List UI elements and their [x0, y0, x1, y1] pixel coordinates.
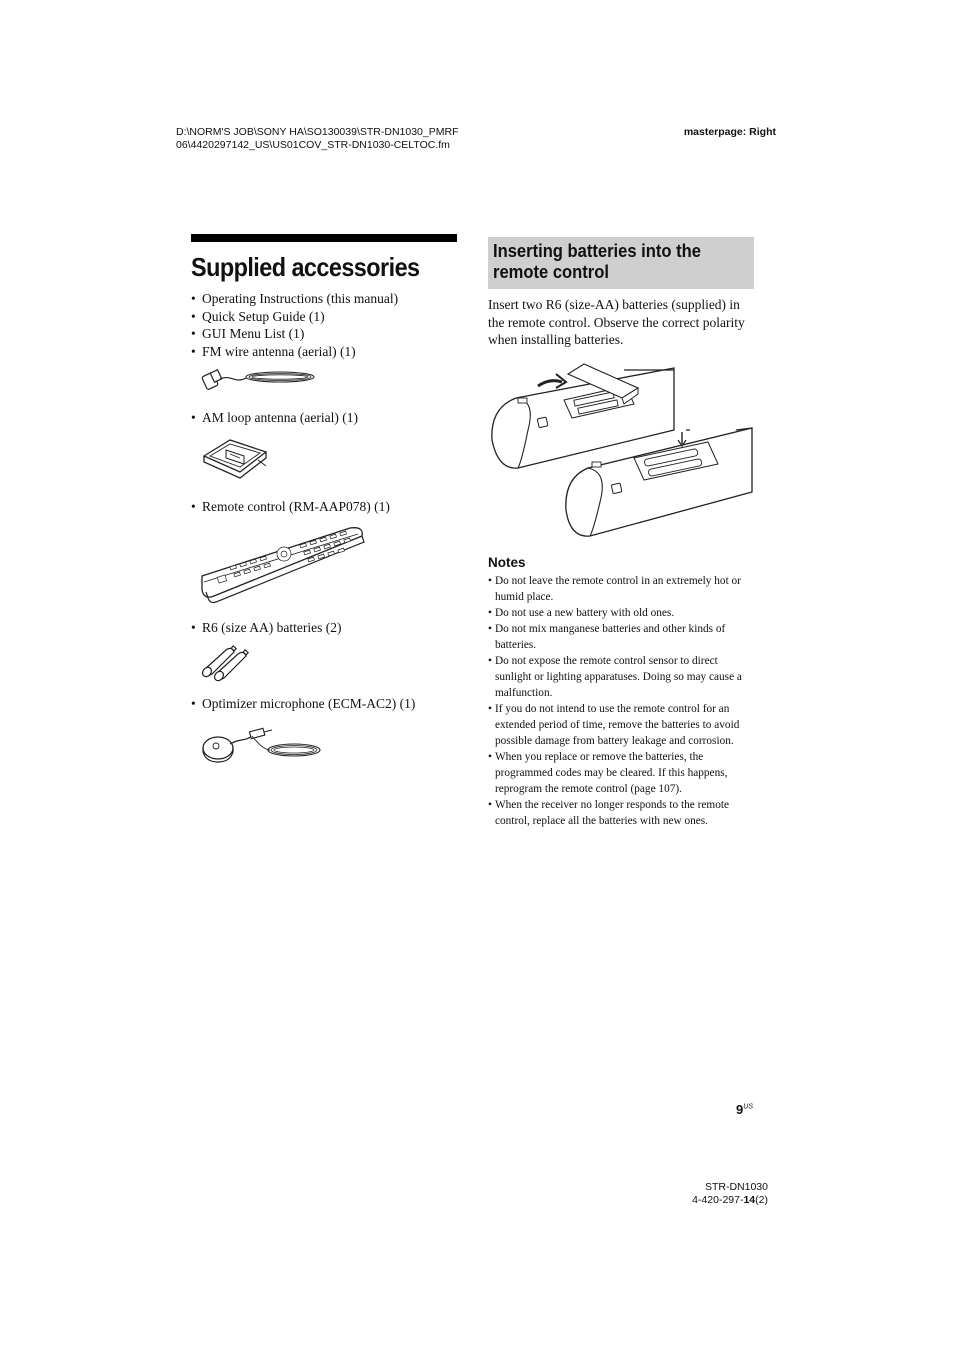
accessory-list-item: • GUI Menu List (1)	[191, 326, 305, 341]
title-rule	[191, 234, 457, 242]
accessory-list-item: • AM loop antenna (aerial) (1)	[191, 410, 358, 425]
accessory-list-item: • Operating Instructions (this manual)	[191, 291, 399, 306]
section-heading: Inserting batteries into the remote control	[493, 241, 701, 282]
notes-list	[488, 573, 754, 829]
model-footer	[640, 1181, 768, 1207]
batteries-illustration	[200, 644, 252, 680]
accessory-list-item: • Quick Setup Guide (1)	[191, 309, 325, 324]
note-item: • Do not leave the remote control in an extremely hot or humid place.	[488, 575, 741, 603]
intro-paragraph: Insert two R6 (size-AA) batteries (supplied) in the remote control. Observe the correct polarity when installing batteries.	[488, 297, 745, 347]
part-code: 4-420-297-14(2)	[692, 1194, 768, 1206]
notes-title: Notes	[488, 555, 526, 570]
am-loop-antenna-illustration	[200, 436, 272, 480]
accessory-list-item: • Remote control (RM-AAP078) (1)	[191, 499, 390, 514]
inserting-batteries-section	[488, 237, 754, 289]
model-number: STR-DN1030	[704, 1181, 768, 1193]
section-title: Supplied accessories	[191, 252, 420, 282]
accessory-list-item: • FM wire antenna (aerial) (1)	[191, 344, 356, 359]
remote-control-illustration	[200, 524, 366, 606]
note-item: • When you replace or remove the batteries, the programmed codes may be cleared. If this happens, reprogram the remote control (page 107).	[488, 751, 728, 795]
masterpage-label: masterpage: Right	[683, 126, 776, 138]
accessory-list-item: • R6 (size AA) batteries (2)	[191, 620, 342, 635]
battery-insertion-illustration	[488, 360, 756, 538]
note-item: • Do not mix manganese batteries and other kinds of batteries.	[488, 623, 726, 651]
file-path-header	[176, 126, 458, 152]
section-heading-box	[488, 237, 754, 289]
file-path-line-1: D:\NORM'S JOB\SONY HA\SO130039\STR-DN1030_PMRF	[176, 126, 459, 138]
file-path-line-2: 06\4420297142_US\US01COV_STR-DN1030-CELTOC.fm	[176, 139, 450, 151]
note-item: • When the receiver no longer responds to the remote control, replace all the batteries with new ones.	[488, 799, 730, 827]
optimizer-microphone-illustration	[200, 724, 324, 766]
note-item: • If you do not intend to use the remote control for an extended period of time, remove the batteries to avoid possible damage from battery leakage and corrosion.	[488, 703, 740, 747]
fm-antenna-illustration	[200, 364, 320, 396]
supplied-accessories-section	[191, 234, 457, 284]
note-item: • Do not expose the remote control sensor to direct sunlight or lighting apparatuses. Doing so may cause a malfunction.	[488, 655, 742, 699]
accessory-list-item: • Optimizer microphone (ECM-AC2) (1)	[191, 696, 416, 711]
page-number: $9^{US}$	[736, 1102, 753, 1117]
note-item: • Do not use a new battery with old ones.	[488, 607, 675, 619]
